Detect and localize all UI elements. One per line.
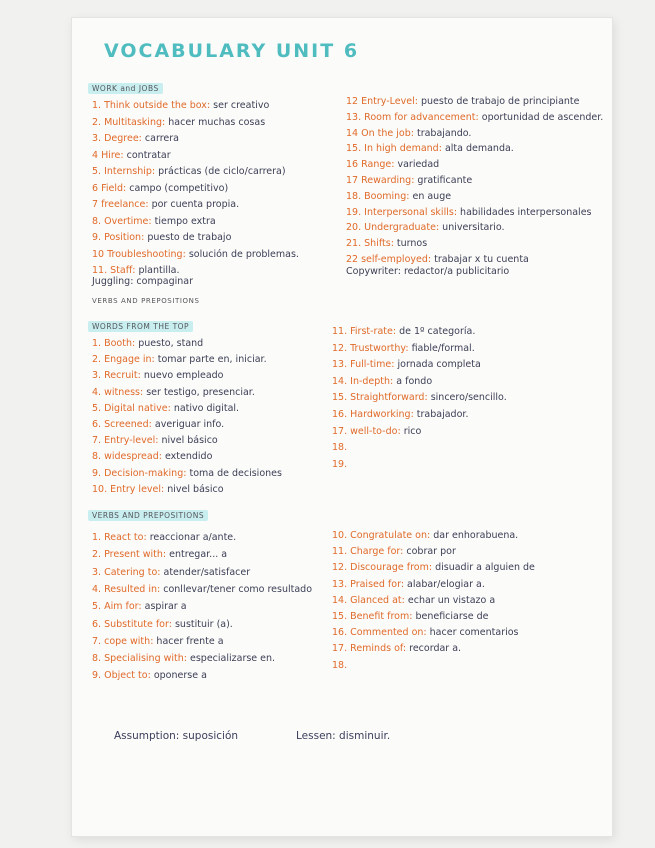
- entry-translation: alta demanda.: [444, 143, 514, 155]
- vocab-entry: 4. Resulted in: conllevar/tener como resultado: [92, 583, 313, 595]
- entry-translation: toma de decisiones: [189, 467, 282, 479]
- vocab-entry: [332, 459, 347, 470]
- entry-number: 16.: [332, 409, 351, 420]
- entry-number: 15.: [346, 143, 365, 155]
- entry-term: Internship: [104, 166, 152, 177]
- entry-translation: puesto de trabajo: [147, 232, 232, 243]
- vocab-entry: 2. Engage in: tomar parte en, iniciar.: [92, 354, 267, 366]
- entry-number: 14.: [332, 375, 351, 387]
- entry-translation: reaccionar a/ante.: [149, 532, 237, 543]
- entry-term: Entry-level: [104, 435, 156, 447]
- entry-term: First-rate: [350, 326, 393, 337]
- entry-number: 15.: [332, 392, 351, 404]
- entry-term: Hire: [101, 149, 121, 161]
- entry-number: 8.: [92, 451, 105, 463]
- entry-translation: conllevar/tener como resultado: [163, 583, 313, 595]
- entry-translation: oportunidad de ascender.: [481, 111, 604, 123]
- entry-translation: campo (competitivo): [129, 182, 229, 194]
- entry-translation: dar enhorabuena.: [433, 530, 519, 541]
- entry-translation: trabajando.: [416, 127, 472, 139]
- vocab-entry: 3. Degree: carrera: [92, 133, 179, 144]
- entry-number: 17: [346, 175, 362, 186]
- page-title: VOCABULARY UNIT 6: [104, 40, 360, 62]
- entry-term: React to: [104, 532, 144, 543]
- entry-number: 13.: [332, 359, 351, 371]
- entry-number: 2.: [92, 116, 105, 128]
- entry-translation: hacer frente a: [156, 635, 224, 647]
- entry-term: Overtime: [104, 215, 149, 227]
- lessen-note: Lessen: disminuir.: [296, 730, 391, 742]
- entry-term: Booth: [104, 338, 132, 349]
- entry-term: Screened: [104, 419, 149, 430]
- vocab-entry: 1. Think outside the box: ser creativo: [92, 100, 270, 111]
- entry-term: Reminds of: [350, 643, 403, 655]
- entry-term: Specialising with: [104, 653, 184, 665]
- vocab-entry: 13. Full-time: jornada completa: [332, 359, 481, 371]
- entry-translation: nivel básico: [167, 483, 224, 495]
- entry-term: cope with: [104, 635, 151, 647]
- entry-translation: tomar parte en, iniciar.: [157, 354, 267, 366]
- entry-number: 11.: [332, 326, 351, 337]
- entry-translation: sustituir (a).: [174, 618, 233, 630]
- entry-term: Entry-Level: [361, 96, 415, 107]
- entry-term: Object to: [104, 670, 148, 682]
- entry-number: 3.: [92, 370, 105, 382]
- entry-term: Straightforward: [350, 392, 425, 404]
- entry-term: Catering to: [104, 566, 158, 578]
- entry-term: Discourage from: [350, 562, 429, 574]
- entry-number: 2.: [92, 354, 105, 366]
- entry-number: 13.: [346, 111, 365, 123]
- entry-term: Staff: [110, 265, 133, 276]
- entry-number: 4: [92, 149, 102, 161]
- entry-translation: trabajar x tu cuenta: [434, 254, 529, 265]
- section-header-verbs-prepositions: VERBS AND PREPOSITIONS: [88, 510, 208, 521]
- entry-number: 12.: [332, 342, 351, 354]
- vocab-entry: 11. First-rate: de 1º categoría.: [332, 326, 476, 337]
- entry-number: 5.: [92, 166, 105, 177]
- entry-number: 10.: [92, 483, 111, 495]
- vocab-entry: 9. Object to: oponerse a: [92, 670, 207, 682]
- entry-number: 3.: [92, 566, 105, 578]
- entry-number: 16.: [332, 627, 351, 639]
- vocab-entry: 15. Straightforward: sincero/sencillo.: [332, 392, 507, 404]
- vocab-entry: 7 freelance: por cuenta propia.: [92, 199, 240, 210]
- entry-number: 10: [92, 248, 108, 260]
- vocab-entry: 16. Hardworking: trabajador.: [332, 409, 469, 420]
- entry-term: Aim for: [104, 601, 139, 613]
- entry-number: 20.: [346, 222, 365, 234]
- vocab-entry: 4. witness: ser testigo, presenciar.: [92, 386, 255, 398]
- entry-number: 17.: [332, 425, 351, 437]
- vocab-entry: 12. Discourage from: disuadir a alguien de: [332, 562, 535, 574]
- entry-translation: nivel básico: [161, 435, 218, 447]
- entry-term: Substitute for: [104, 618, 169, 630]
- entry-translation: beneficiarse de: [415, 611, 489, 622]
- entry-term: Booming: [364, 190, 407, 202]
- entry-term: Praised for: [350, 578, 401, 590]
- entry-term: Think outside the box: [104, 100, 207, 111]
- entry-number: 7.: [92, 435, 105, 447]
- entry-translation: universitario.: [442, 222, 505, 234]
- assumption-note: Assumption: suposición: [114, 730, 239, 742]
- entry-translation: nativo digital.: [173, 402, 240, 414]
- vocab-entry: 2. Multitasking: hacer muchas cosas: [92, 116, 266, 128]
- entry-term: self-employed: [361, 254, 428, 265]
- vocab-entry: 8. Specialising with: especializarse en.: [92, 653, 276, 665]
- vocab-entry: 8. widespread: extendido: [92, 451, 213, 463]
- vocab-entry: 14. In-depth: a fondo: [332, 375, 433, 387]
- entry-translation: aspirar a: [144, 601, 187, 613]
- entry-number: 17.: [332, 643, 351, 655]
- vocab-entry: 14. Glanced at: echar un vistazo a: [332, 594, 496, 606]
- entry-translation: atender/satisfacer: [163, 566, 251, 578]
- entry-translation: entregar... a: [169, 549, 228, 561]
- entry-number: 15.: [332, 611, 351, 622]
- entry-translation: oponerse a: [153, 670, 207, 682]
- vocab-entry: 5. Aim for: aspirar a: [92, 601, 187, 613]
- vocab-entry: 8. Overtime: tiempo extra: [92, 215, 216, 227]
- entry-number: 6.: [92, 419, 105, 430]
- entry-term: Rewarding: [361, 175, 412, 186]
- entry-translation: carrera: [144, 133, 179, 144]
- entry-term: Recruit: [104, 370, 138, 382]
- entry-number: 16: [346, 159, 362, 171]
- entry-term: On the job: [361, 127, 411, 139]
- entry-number: 1.: [92, 338, 105, 349]
- entry-number: 2.: [92, 549, 105, 561]
- entry-term: Entry level: [110, 483, 162, 495]
- vocab-entry: 17. Reminds of: recordar a.: [332, 643, 462, 655]
- entry-translation: a fondo: [396, 375, 433, 387]
- entry-number: 11.: [92, 265, 111, 276]
- entry-translation: averiguar info.: [154, 419, 225, 430]
- entry-translation: nuevo empleado: [143, 370, 224, 382]
- entry-term: Range: [361, 159, 392, 171]
- entry-term: Present with: [104, 549, 163, 561]
- entry-term: Full-time: [350, 359, 392, 371]
- entry-number: 4.: [92, 386, 105, 398]
- vocab-entry: 10 Troubleshooting: solución de problemas.: [92, 248, 299, 260]
- entry-translation: prácticas (de ciclo/carrera): [158, 166, 286, 177]
- entry-term: Shifts: [364, 238, 391, 250]
- entry-translation: hacer comentarios: [429, 627, 519, 639]
- entry-term: witness: [104, 386, 140, 398]
- entry-term: Congratulate on: [350, 530, 427, 541]
- entry-term: Benefit from: [350, 611, 410, 622]
- vocab-entry: 3. Recruit: nuevo empleado: [92, 370, 224, 382]
- vocab-entry: 11. Charge for: cobrar por: [332, 546, 456, 558]
- vocab-entry: 1. React to: reaccionar a/ante.: [92, 532, 237, 543]
- entry-term: Undergraduate: [364, 222, 436, 234]
- entry-number: 6: [92, 182, 102, 194]
- entry-term: Field: [101, 182, 124, 194]
- entry-term: Multitasking: [104, 116, 163, 128]
- entry-term: freelance: [101, 199, 146, 210]
- section-header-words-top: WORDS FROM THE TOP: [88, 321, 193, 332]
- entry-translation: rico: [403, 425, 422, 437]
- entry-translation: contratar: [126, 149, 171, 161]
- entry-translation: variedad: [397, 159, 440, 171]
- entry-translation: de 1º categoría.: [399, 326, 476, 337]
- vocab-entry: [332, 660, 347, 671]
- vocab-entry: 12 Entry-Level: puesto de trabajo de principiante: [346, 96, 580, 107]
- entry-number: 13.: [332, 578, 351, 590]
- vocab-entry: 7. cope with: hacer frente a: [92, 635, 224, 647]
- juggling-note: Juggling: compaginar: [92, 276, 193, 287]
- entry-term: Resulted in: [104, 583, 158, 595]
- entry-number: 7.: [92, 635, 105, 647]
- vocab-entry: 19. Interpersonal skills: habilidades interpersonales: [346, 206, 592, 218]
- entry-term: Troubleshooting: [107, 248, 183, 260]
- vocab-entry: 16. Commented on: hacer comentarios: [332, 627, 519, 639]
- vocab-entry: 22 self-employed: trabajar x tu cuenta: [346, 254, 529, 265]
- entry-number: 18.: [332, 659, 348, 671]
- entry-translation: echar un vistazo a: [407, 594, 496, 606]
- entry-number: 10.: [332, 530, 351, 541]
- section-header-work-jobs: WORK and JOBS: [88, 83, 163, 94]
- entry-term: Position: [104, 232, 142, 243]
- entry-translation: plantilla.: [138, 265, 180, 276]
- copywriter-note: Copywriter: redactor/a publicitario: [346, 266, 510, 277]
- entry-term: Decision-making: [104, 467, 184, 479]
- entry-translation: cobrar por: [406, 546, 456, 558]
- entry-number: 8.: [92, 653, 105, 665]
- entry-number: 3.: [92, 133, 105, 144]
- entry-translation: solución de problemas.: [188, 248, 299, 260]
- entry-term: Room for advancement: [364, 111, 476, 123]
- vocab-entry: 14 On the job: trabajando.: [346, 127, 472, 139]
- entry-term: Charge for: [350, 546, 401, 558]
- entry-translation: puesto, stand: [138, 338, 204, 349]
- entry-number: 1.: [92, 100, 105, 111]
- vocab-entry: 9. Position: puesto de trabajo: [92, 232, 232, 243]
- entry-translation: disuadir a alguien de: [435, 562, 535, 574]
- vocab-entry: 18. Booming: en auge: [346, 190, 452, 202]
- vocab-entry: 2. Present with: entregar... a: [92, 549, 228, 561]
- vocab-entry: [332, 442, 347, 453]
- vocab-entry: 6. Substitute for: sustituir (a).: [92, 618, 233, 630]
- entry-number: 6.: [92, 618, 105, 630]
- vocab-entry: 11. Staff: plantilla.: [92, 265, 180, 276]
- entry-number: 9.: [92, 467, 105, 479]
- vocab-entry: 5. Digital native: nativo digital.: [92, 402, 240, 414]
- entry-translation: ser creativo: [213, 100, 270, 111]
- vocab-entry: 12. Trustworthy: fiable/formal.: [332, 342, 475, 354]
- entry-number: 8.: [92, 215, 105, 227]
- entry-number: 5.: [92, 601, 105, 613]
- entry-number: 7: [92, 199, 102, 210]
- entry-translation: extendido: [165, 451, 213, 463]
- vocab-entry: 10. Entry level: nivel básico: [92, 483, 224, 495]
- entry-number: 5.: [92, 402, 105, 414]
- vocab-entry: 13. Room for advancement: oportunidad de ascender.: [346, 111, 604, 123]
- vocab-entry: 17 Rewarding: gratificante: [346, 175, 473, 186]
- entry-number: 21.: [346, 238, 365, 250]
- entry-term: Degree: [104, 133, 139, 144]
- vocab-entry: 13. Praised for: alabar/elogiar a.: [332, 578, 485, 590]
- entry-translation: puesto de trabajo de principiante: [420, 96, 580, 107]
- entry-translation: en auge: [412, 190, 452, 202]
- entry-translation: tiempo extra: [154, 215, 216, 227]
- entry-term: Commented on: [350, 627, 424, 639]
- entry-term: widespread: [104, 451, 159, 463]
- entry-translation: gratificante: [417, 175, 473, 186]
- entry-number: 4.: [92, 583, 105, 595]
- entry-term: Engage in: [104, 354, 152, 366]
- entry-number: 9.: [92, 670, 105, 682]
- entry-number: 19.: [332, 458, 348, 470]
- entry-translation: recordar a.: [409, 643, 462, 655]
- entry-number: 18.: [332, 442, 348, 454]
- vocab-entry: 15. Benefit from: beneficiarse de: [332, 611, 489, 622]
- entry-translation: especializarse en.: [190, 653, 276, 665]
- entry-term: Hardworking: [350, 409, 411, 420]
- entry-translation: turnos: [396, 238, 428, 250]
- vocab-entry: 16 Range: variedad: [346, 159, 440, 171]
- entry-translation: ser testigo, presenciar.: [146, 386, 255, 398]
- vocab-entry: 10. Congratulate on: dar enhorabuena.: [332, 530, 519, 541]
- entry-translation: alabar/elogiar a.: [407, 578, 485, 590]
- entry-term: Interpersonal skills: [364, 206, 454, 218]
- entry-number: 18.: [346, 190, 365, 202]
- entry-translation: trabajador.: [416, 409, 469, 420]
- vocab-entry: 4 Hire: contratar: [92, 149, 171, 161]
- entry-translation: fiable/formal.: [411, 342, 475, 354]
- entry-translation: sincero/sencillo.: [430, 392, 507, 404]
- vocab-entry: 20. Undergraduate: universitario.: [346, 222, 505, 234]
- vocab-entry: 5. Internship: prácticas (de ciclo/carrera): [92, 166, 286, 177]
- entry-number: 14.: [332, 594, 351, 606]
- vocab-entry: 6 Field: campo (competitivo): [92, 182, 229, 194]
- entry-term: Digital native: [104, 402, 168, 414]
- entry-number: 14: [346, 127, 362, 139]
- vocab-entry: 1. Booth: puesto, stand: [92, 338, 204, 349]
- entry-number: 19.: [346, 206, 365, 218]
- vocab-entry: 7. Entry-level: nivel básico: [92, 435, 218, 447]
- entry-number: 11.: [332, 546, 351, 558]
- subheading-verbs-prepositions: VERBS AND PREPOSITIONS: [92, 297, 200, 305]
- entry-term: Trustworthy: [350, 342, 406, 354]
- entry-number: 12.: [332, 562, 351, 574]
- vocab-entry: 9. Decision-making: toma de decisiones: [92, 467, 282, 479]
- vocab-entry: 15. In high demand: alta demanda.: [346, 143, 514, 155]
- entry-translation: jornada completa: [397, 359, 481, 371]
- entry-term: Glanced at: [350, 594, 402, 606]
- entry-number: 9.: [92, 232, 105, 243]
- entry-translation: hacer muchas cosas: [168, 116, 266, 128]
- vocab-entry: 17. well-to-do: rico: [332, 425, 422, 437]
- entry-translation: habilidades interpersonales: [460, 206, 592, 218]
- entry-term: In high demand: [364, 143, 439, 155]
- entry-term: well-to-do: [350, 425, 398, 437]
- entry-number: 22: [346, 254, 362, 265]
- vocab-entry: 3. Catering to: atender/satisfacer: [92, 566, 251, 578]
- entry-number: 12: [346, 96, 362, 107]
- entry-term: In-depth: [350, 375, 391, 387]
- vocab-entry: 21. Shifts: turnos: [346, 238, 428, 250]
- entry-translation: por cuenta propia.: [151, 199, 240, 210]
- entry-number: 1.: [92, 532, 105, 543]
- vocab-entry: 6. Screened: averiguar info.: [92, 419, 225, 430]
